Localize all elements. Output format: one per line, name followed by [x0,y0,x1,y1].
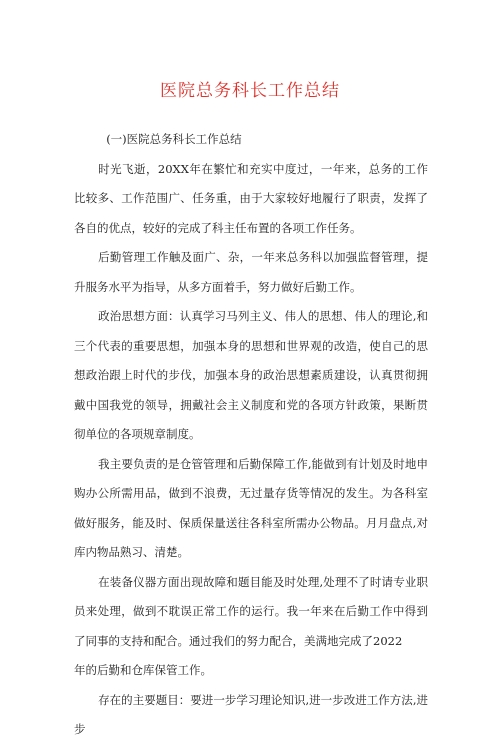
subheading: (一)医院总务科长工作总结 [106,132,242,146]
paragraph: 在装备仪器方面出现故障和题目能及时处理,处理不了时请专业职员来处理，做到不耽误正常工作的运行。我一年来在后勤工作中得到了同事的支持和配合。通过我们的努力配合，美满地完成了2022 [74,574,428,648]
paragraph-continuation: 年的后勤和仓库保管工作。 [74,663,212,677]
paragraph: 政治思想方面：认真学习马列主义、伟人的思想、伟人的理论,和三个代表的重要思想，加强本身的思想和世界观的改造，使自己的思想政治跟上时代的步伐，加强本身的政治思想素质建设，认真贯彻拥戴中国我党的领导，拥戴社会主义制度和党的各项方针政策，果断贯彻单位的各项规章制度。 [74,309,428,441]
paragraph: 后勤管理工作触及面广、杂，一年来总务科以加强监督管理，提升服务水平为指导，从多方面着手，努力做好后勤工作。 [74,250,428,294]
document-body [74,125,428,745]
paragraph: 存在的主要题目：要进一步学习理论知识,进一步改进工作方法,进步 [74,692,428,736]
paragraph: 我主要负责的是仓管管理和后勤保障工作,能做到有计划及时地申购办公所需用品，做到不浪费，无过量存货等情况的发生。为各科室做好服务，能及时、保质保量送往各科室所需办公物品。月月盘点,对库内物品熟习、清楚。 [74,456,428,559]
paragraph: 时光飞逝，20XX年在繁忙和充实中度过，一年来，总务的工作比较多、工作范围广、任务重，由于大家较好地履行了职责，发挥了各自的优点，较好的完成了科主任布置的各项工作任务。 [74,161,428,235]
document-title: 医院总务科长工作总结 [160,81,340,101]
